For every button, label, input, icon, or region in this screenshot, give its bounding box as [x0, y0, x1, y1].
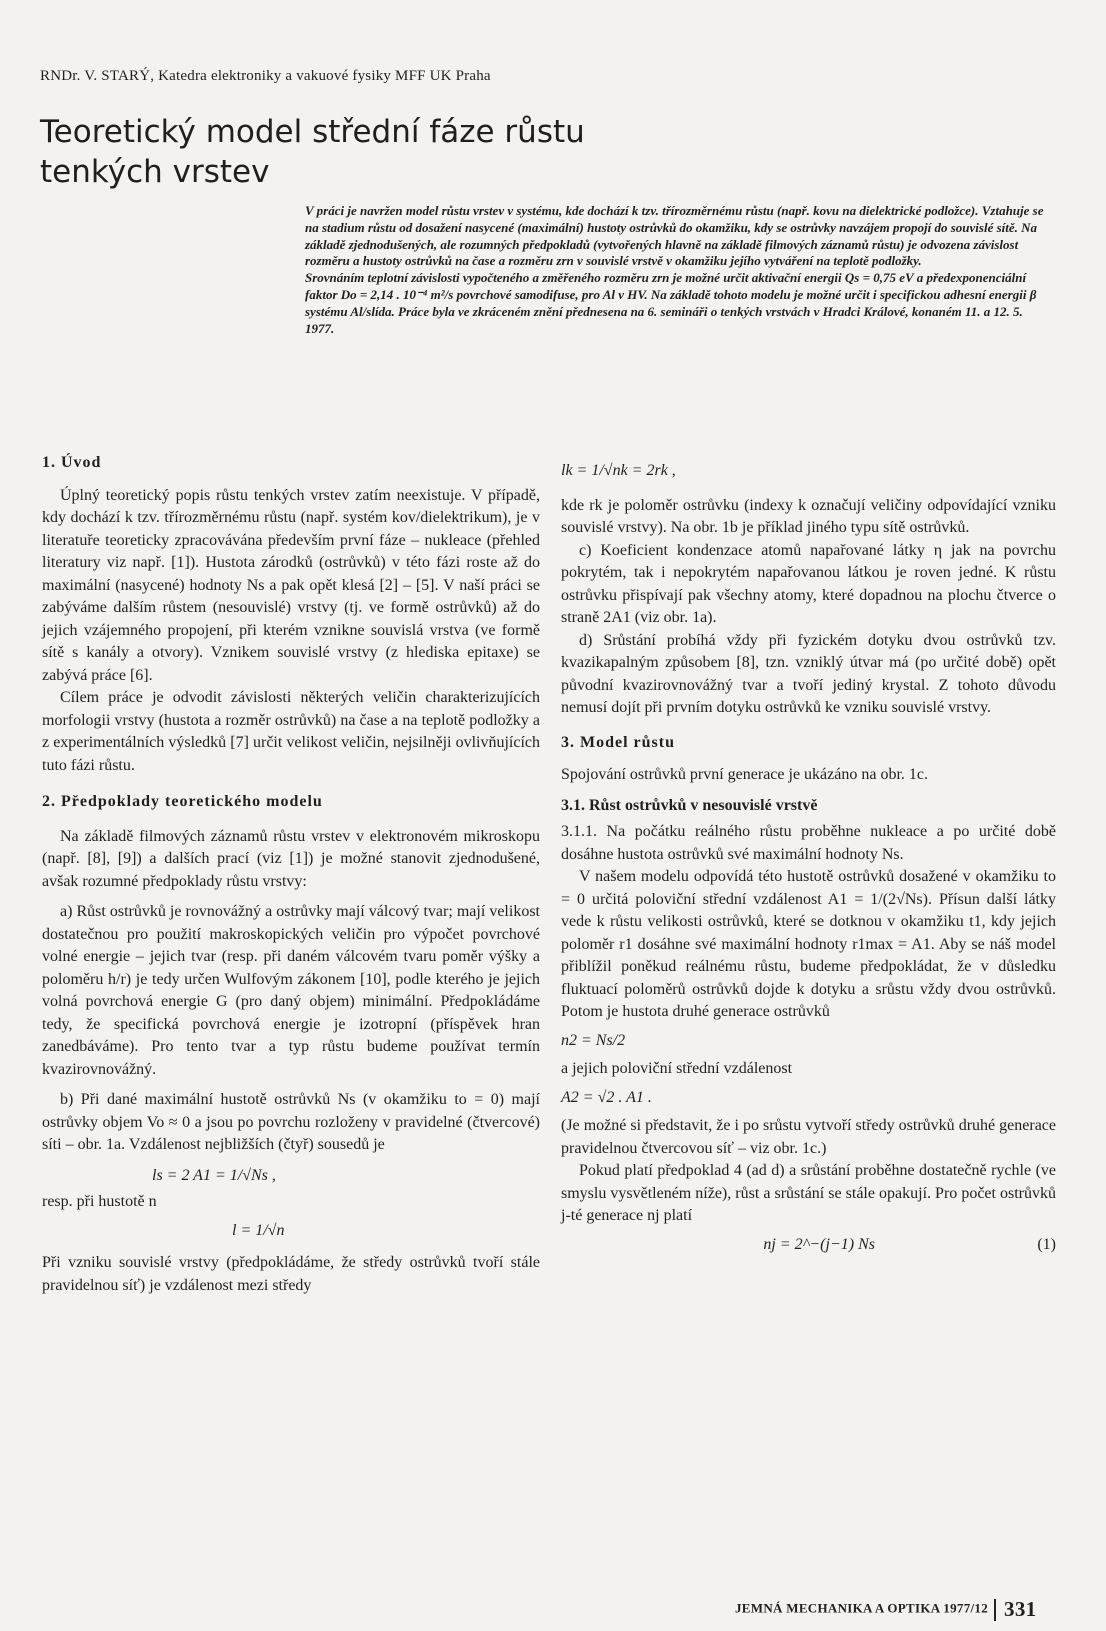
assumption-a: a) Růst ostrůvků je rovnovážný a ostrůvky mají válcový tvar; mají velikost dostatečnou pro použití makroskopických veličin pro výpočet povrchové volné energie – jejich tvar (resp. při daném válcovém tvaru poměr výšky a poloměru h/r) je tedy určen Wulfovým zákonem [10], podle kterého je jejich volná povrchová energie G (pro daný objem) minimální. Předpokládáme tedy, že specifická povrchová energie je izotropní (příspěvek hran zanedbáváme). Pro tento tvar a typ růstu budeme používat termín kvazirovnovážný.: [42, 903, 540, 1078]
paragraph-model: V našem modelu odpovídá této hustotě ostrůvků dosažené v okamžiku to = 0 určitá poloviční střední vzdálenost A1 = 1/(2√Ns). Přísun další látky vede k růstu velikosti ostrůvků, které se dotknou v okamžiku t1, kdy jejich poloměr r1 dosáhne své maximální hodnoty r1max = A1. Aby se náš model přiblížil poněkud reálnému růstu, budeme předpokládat, že v důsledku fluktuací poloměrů ostrůvků dojde k dotyku a srůstu vždy dvou ostrůvků. Potom je hustota druhé generace ostrůvků: [561, 868, 1056, 1020]
section-heading-1: 1. Úvod: [42, 454, 102, 471]
paragraph-3-1-1: 3.1.1. Na počátku reálného růstu proběhne nukleace a po určité době dosáhne hustota ostrůvků své maximální hodnoty Ns.: [561, 823, 1056, 863]
journal-name: JEMNÁ MECHANIKA A OPTIKA 1977/12: [735, 1600, 989, 1616]
equation-n2: n2 = Ns/2: [561, 1031, 626, 1049]
left-column: [42, 452, 540, 1297]
resp-text: resp. při hustotě n: [42, 1193, 157, 1210]
page-footer: [735, 1597, 1036, 1622]
assumptions-intro: Na základě filmových záznamů růstu vrstev v elektronovém mikroskopu (např. [8], [9]) a dalších prací (viz [1]) je možné stanovit zjednodušené, avšak rozumné předpoklady růstu vrstvy:: [42, 827, 540, 890]
equation-l: l = 1/√n: [232, 1221, 285, 1239]
intro-paragraph-2: Cílem práce je odvodit závislosti některých veličin charakterizujících morfologii vrstvy (hustota a rozměr ostrůvků) na čase a na teplotě podložky a z experimentálních výsledků [7] určit velikost veličin, nejsilněji ovlivňujících tuto fázi růstu.: [42, 689, 540, 774]
equation-ls: ls = 2 A1 = 1/√Ns ,: [152, 1166, 276, 1184]
paragraph-remark: (Je možné si představit, že i po srůstu vytvoří středy ostrůvků druhé generace pravidelnou čtvercovou síť – viz obr. 1c.): [561, 1117, 1056, 1157]
assumption-d: d) Srůstání probíhá vždy při fyzickém dotyku dvou ostrůvků tzv. kvazikapalným způsobem [8], tzn. vzniklý útvar má (po určité době) opět původní kvazirovnovážný tvar a tvoří jediný krystal. Z tohoto důvodu nemusí dojít při prvním dotyku ostrůvků ke vzniku souvislé vrstvy.: [561, 631, 1056, 716]
model-intro: Spojování ostrůvků první generace je ukázáno na obr. 1c.: [561, 766, 928, 783]
paragraph-generations: Pokud platí předpoklad 4 (ad d) a srůstání proběhne dostatečně rychle (ve smyslu vysvětleném níže), růst a srůstání se stále opakují. Pro počet ostrůvků j-té generace nj platí: [561, 1162, 1056, 1224]
section-heading-2: 2. Předpoklady teoretického modelu: [42, 793, 323, 810]
page-number: 331: [1004, 1597, 1037, 1621]
half-distance-text: a jejich poloviční střední vzdálenost: [561, 1060, 793, 1077]
equation-number: (1): [1037, 1235, 1056, 1253]
equation-nj: nj = 2^−(j−1) Ns: [763, 1235, 875, 1253]
article-title: [40, 112, 585, 192]
assumption-b: b) Při dané maximální hustotě ostrůvků Ns (v okamžiku to = 0) mají ostrůvky objem Vo ≈ 0 a jsou po povrchu rozloženy v pravidelné (čtvercové) síti – obr. 1a. Vzdálenost nejbližších (čtyř) sousedů je: [42, 1091, 540, 1153]
intro-paragraph-1: Úplný teoretický popis růstu tenkých vrstev zatím neexistuje. V případě, kdy dochází k tzv. třírozměrnému růstu (např. systém kov/dielektrikum), je v literatuře teoreticky zpracovávána především první fáze – nukleace (přehled literatury viz např. [1]). Hustota zárodků (ostrůvků) v této fázi roste až do maximální (nasycené) hodnoty Ns a pak opět klesá [2] – [5]. V naší práci se zabýváme dalším růstem (nesouvislé) vrstvy (tj. ve formě ostrůvků) až do jejich vzájemného propojení, při kterém vznikne souvislá vrstva (ve formě sítě s kanály a otvory). Vznikem souvislé vrstvy (z hlediska epitaxe) se zabývá práce [6].: [42, 486, 540, 684]
right-column: [561, 460, 1056, 1256]
abstract-paragraph-1: V práci je navržen model růstu vrstev v systému, kde dochází k tzv. třírozměrnému růstu (např. kovu na dielektrické podložce). Vztahuje se na stadium růstu od dosažení nasycené (maximální) hustoty ostrůvků do okamžiku, kdy se ostrůvky navzájem propojí do souvislé sítě. Na základě zjednodušených, ale rozumných předpokladů (vytvořených hlavně na základě filmových záznamů růstu) je odvozena závislost rozměru a hustoty ostrůvků na čase a rozměru zrn v souvislé vrstvě v okamžiku jejího vytváření na teplotě podložky.: [305, 203, 1044, 269]
footer-divider: [994, 1599, 996, 1621]
subsection-heading-3-1: 3.1. Růst ostrůvků v nesouvislé vrstvě: [561, 796, 818, 814]
title-line-2: tenkých vrstev: [40, 154, 270, 190]
author-line: RNDr. V. STARÝ, Katedra elektroniky a vakuové fysiky MFF UK Praha: [40, 68, 491, 84]
assumption-c: c) Koeficient kondenzace atomů napařované látky η jak na povrchu pokrytém, tak i nepokrytém napařovanou látkou je roven jedné. K růstu ostrůvku přispívají pak všechny atomy, které dopadnou na plochu čtverce o straně 2A1 (viz obr. 1a).: [561, 541, 1056, 626]
equation-nj-row: [561, 1234, 1056, 1257]
closing-paragraph: Při vzniku souvislé vrstvy (předpokládáme, že středy ostrůvků tvoří stále pravidelnou síť) je vzdálenost mezi středy: [42, 1254, 540, 1294]
title-line-1: Teoretický model střední fáze růstu: [40, 114, 585, 150]
right-paragraph-1: kde rk je poloměr ostrůvku (indexy k označují veličiny odpovídající vzniku souvislé vrstvy). Na obr. 1b je příklad jiného typu sítě ostrůvků.: [561, 496, 1056, 536]
abstract-paragraph-2: Srovnáním teplotní závislosti vypočteného a změřeného rozměru zrn je možné určit aktivační energii Qs = 0,75 eV a předexponenciální faktor Do = 2,14 . 10⁻⁴ m²/s povrchové samodifuse, pro Al v HV. Na základě tohoto modelu je možné určit i specifickou adhesní energii β systému Al/slída. Práce byla ve zkráceném znění přednesena na 6. semináři o tenkých vrstvách v Hradci Králové, konaném 11. a 12. 5. 1977.: [305, 270, 1037, 336]
equation-lk: lk = 1/√nk = 2rk ,: [561, 462, 676, 479]
section-heading-3: 3. Model růstu: [561, 733, 675, 751]
abstract: [305, 203, 1053, 337]
equation-a2: A2 = √2 . A1 .: [561, 1088, 652, 1106]
